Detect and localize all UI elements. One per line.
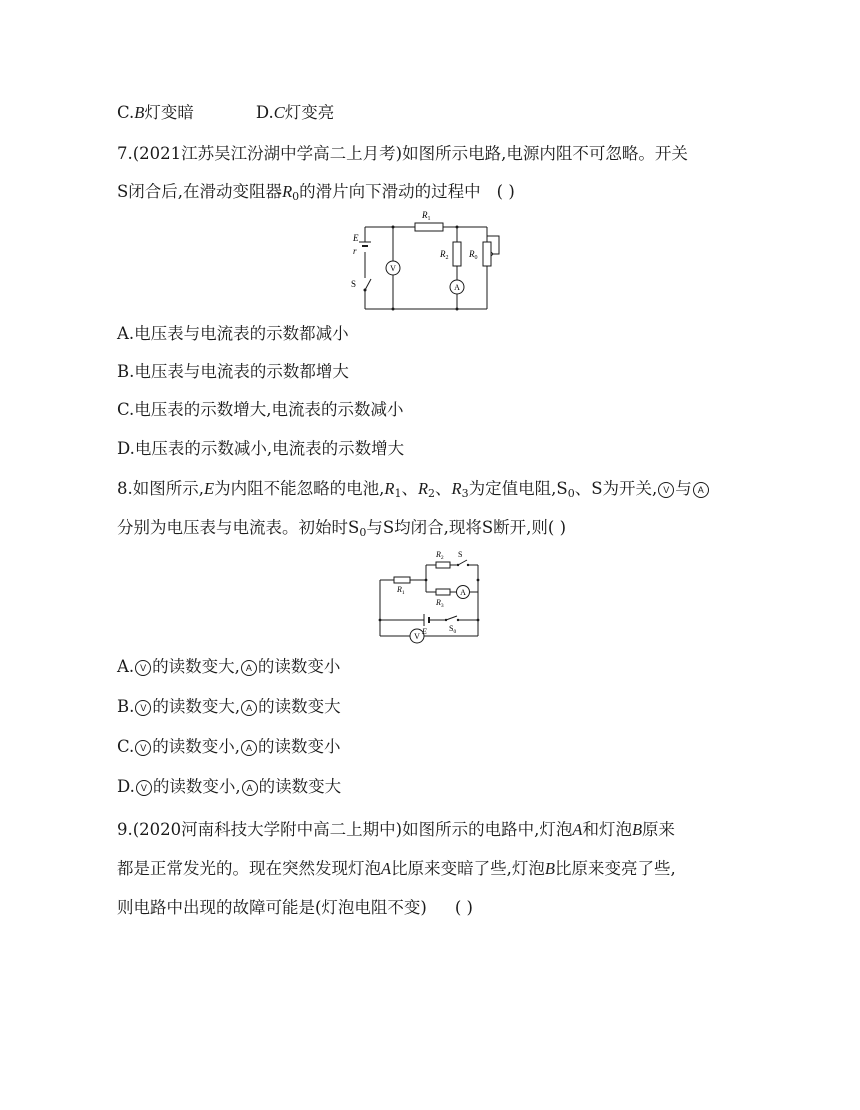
q8-label-s: S [458,550,463,559]
q8-switch-s [458,560,467,565]
q8-label-e: E [422,627,427,636]
q8-option-c: C. V 的读数变小, A 的读数变小 [117,737,341,756]
q6-option-d: D.C灯变亮 [255,103,335,122]
q7-switch-s [365,279,371,290]
q7-stem-line1: 7.(2021江苏吴江汾湖中学高二上月考)如图所示电路,电源内阻不可忽略。开关 [117,144,688,163]
q7-label-r: r [353,246,357,256]
q8-voltmeter-label: V [414,632,420,641]
q7-option-b: B.电压表与电流表的示数都增大 [117,362,349,381]
q7-stem-line2: S闭合后,在滑动变阻器$R_0$的滑片向下滑动的过程中 ( ) [117,182,515,203]
ammeter-symbol: A [693,482,709,498]
q9-stem-line2: 都是正常发光的。现在突然发现灯泡A比原来变暗了些,灯泡B比原来变亮了些, [117,859,676,878]
q8-option-b: B. V 的读数变大, A 的读数变大 [117,697,341,716]
voltmeter-symbol: V [135,700,151,716]
q7-voltmeter-label: V [390,264,396,273]
q8-circuit-diagram [372,547,488,647]
voltmeter-symbol: V [135,660,151,676]
q8-ammeter-label: A [460,588,466,597]
q9-stem-line3: 则电路中出现的故障可能是(灯泡电阻不变) ( ) [117,898,473,917]
q8-resistor-r1 [394,577,410,583]
q8-option-a: A. V 的读数变大, A 的读数变小 [117,657,341,676]
q8-option-d: D. V 的读数变小, A 的读数变大 [117,777,342,796]
q7-ammeter-label: A [454,283,460,292]
ammeter-symbol: A [241,700,257,716]
q9-answer-blank: ( ) [454,898,473,917]
ammeter-symbol: A [241,660,257,676]
q7-answer-blank: ( ) [496,182,515,201]
q7-label-s: S [351,279,357,289]
q7-label-r0: $R_0$ [469,249,478,261]
q6-option-c: C.B灯变暗 [117,103,194,122]
q8-stem-line2: 分别为电压表与电流表。初始时$S_0$与S均闭合,现将S断开,则( ) [117,518,567,539]
q7-label-e: E [353,233,359,243]
q7-label-r2: $R_2$ [440,249,449,261]
q8-switch-s0 [446,616,457,620]
q7-option-a: A.电压表与电流表的示数都减小 [117,324,349,343]
q7-resistor-r2 [453,242,461,266]
q7-resistor-r0 [483,242,491,266]
q7-resistor-r1 [415,223,443,231]
q8-resistor-r2 [436,562,450,568]
voltmeter-symbol: V [136,780,152,796]
q8-label-r1: $R_1$ [397,585,405,596]
ammeter-symbol: A [241,740,257,756]
q7-option-d: D.电压表的示数减小,电流表的示数增大 [117,439,405,458]
q8-resistor-r3 [436,589,450,595]
q7-option-c: C.电压表的示数增大,电流表的示数减小 [117,400,404,419]
q8-stem-line1: 8.如图所示,E为内阻不能忽略的电池$,R_1$、$R_2$、$R_3$为定值电阻$,S_0$、S为开关, V 与 A [117,477,710,506]
q6-options-line [117,101,334,125]
voltmeter-symbol: V [658,482,674,498]
voltmeter-symbol: V [135,740,151,756]
q8-label-s0: $S_0$ [449,624,457,635]
q8-label-r2: $R_2$ [436,550,444,561]
q7-circuit-diagram [345,208,505,314]
ammeter-symbol: A [242,780,258,796]
q7-label-r1: $R_1$ [422,210,431,222]
q8-label-r3: $R_3$ [436,598,444,609]
q9-stem-line1: 9.(2020河南科技大学附中高二上期中)如图所示的电路中,灯泡A和灯泡B原来 [117,820,676,839]
